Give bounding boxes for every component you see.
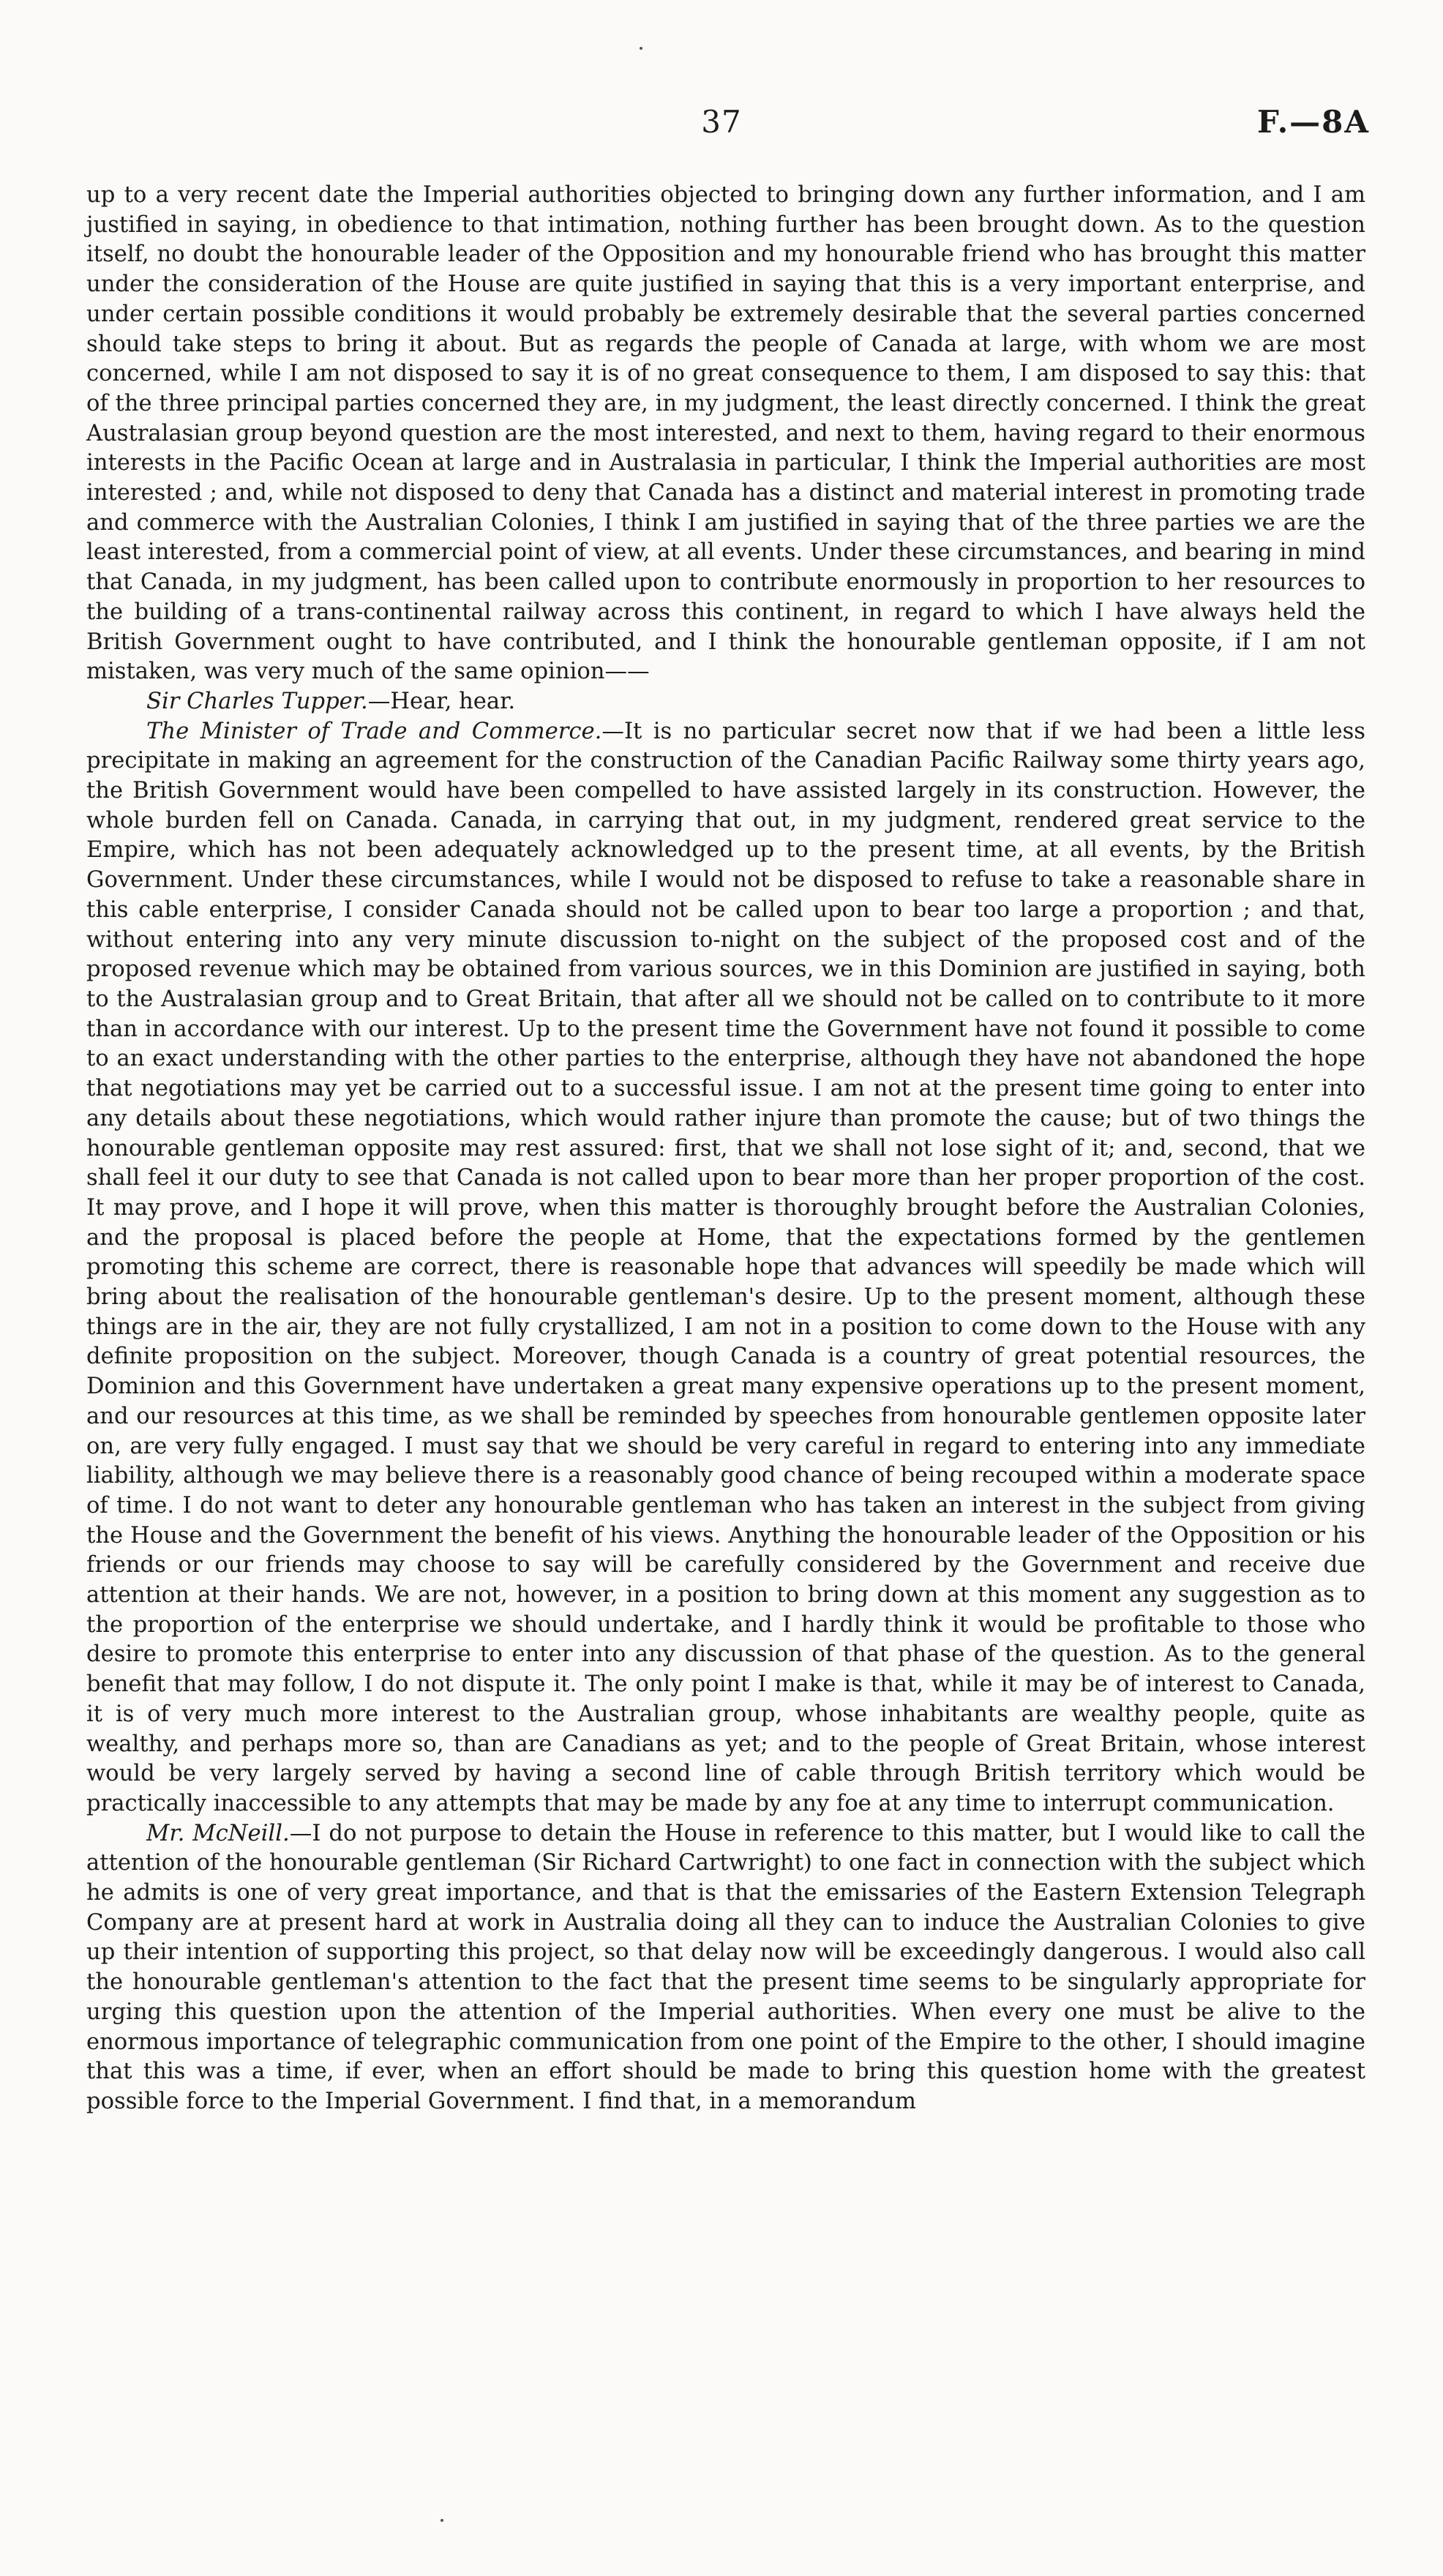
speaker-name: Mr. McNeill. (146, 1820, 290, 1846)
speaker-name: Sir Charles Tupper. (146, 688, 368, 714)
speaker-name: The Minister of Trade and Commerce. (146, 718, 602, 744)
page-number: 37 (701, 104, 742, 140)
paragraph-minister (86, 717, 1365, 1819)
paragraph-text: —I do not purpose to detain the House in reference to this matter, but I would like to call the attention of the honourable gentleman (Sir Richard Cartwright) to one fact in connection with the subject which he admits is one of very great importance, and that is that the emissaries of the Eastern Extension Telegraph Company are at present hard at work in Australia doing all they can to induce the Australian Colonies to give up their intention of supporting this project, so that delay now will be exceedingly dangerous. I would also call the honourable gentleman's attention to the fact that the present time seems to be singularly appropriate for urging this question upon the attention of the Imperial authorities. When every one must be alive to the enormous importance of telegraphic communication from one point of the Empire to the other, I should imagine that this was a time, if ever, when an effort should be made to bring this question home with the greatest possible force to the Imperial Government. I find that, in a memorandum (86, 1820, 1366, 2114)
scan-speck-bottom (441, 2519, 443, 2522)
paragraph-text: —Hear, hear. (367, 688, 516, 714)
paragraph-continuation (86, 181, 1365, 687)
page-header (0, 104, 1443, 148)
paragraph-text: up to a very recent date the Imperial authorities objected to bringing down any further information, and I am justified in saying, in obedience to that intimation, nothing further has been brought down. As to the question itself, no doubt the honourable leader of the Opposition and my honourable friend who has brought this matter under the consideration of the House are quite justified in saying that this is a very important enterprise, and under certain possible conditions it would probably be extremely desirable that the several parties concerned should take steps to bring it about. But as regards the people of Canada at large, with whom we are most concerned, while I am not disposed to say it is of no great consequence to them, I am disposed to say this: that of the three principal parties concerned they are, in my judgment, the least directly concerned. I think the great Australasian group beyond question are the most interested, and next to them, having regard to their enormous interests in the Pacific Ocean at large and in Australasia in particular, I think the Imperial authorities are most interested ; and, while not disposed to deny that Canada has a distinct and material interest in promoting trade and commerce with the Australian Colonies, I think I am justified in saying that of the three parties we are the least interested, from a commercial point of view, at all events. Under these circumstances, and bearing in mind that Canada, in my judgment, has been called upon to contribute enormously in proportion to her resources to the building of a trans-continental railway across this continent, in regard to which I have always held the British Government ought to have contributed, and I think the honourable gentleman opposite, if I am not mistaken, was very much of the same opinion—— (86, 182, 1365, 685)
document-reference: F.—8A (1256, 104, 1370, 140)
paragraph-mcneill (86, 1819, 1365, 2117)
paragraph-text: —It is no particular secret now that if we had been a little less precipitate in making an agreement for the construction of the Canadian Pacific Railway some thirty years ago, the British Government would have been compelled to have assisted largely in its construction. However, the whole burden fell on Canada. Canada, in carrying that out, in my judgment, rendered great service to the Empire, which has not been adequately acknowledged up to the present time, at all events, by the British Government. Under these circumstances, while I would not be disposed to refuse to take a reasonable share in this cable enterprise, I consider Canada should not be called upon to bear too large a proportion ; and that, without entering into any very minute discussion to-night on the subject of the proposed cost and of the proposed revenue which may be obtained from various sources, we in this Dominion are justified in saying, both to the Australasian group and to Great Britain, that after all we should not be called on to contribute to it more than in accordance with our interest. Up to the present time the Government have not found it possible to come to an exact understanding with the other parties to the enterprise, although they have not abandoned the hope that negotiations may yet be carried out to a successful issue. I am not at the present time going to enter into any details about these negotiations, which would rather injure than promote the cause; but of two things the honourable gentleman opposite may rest assured: first, that we shall not lose sight of it; and, second, that we shall feel it our duty to see that Canada is not called upon to bear more than her proper proportion of the cost. It may prove, and I hope it will prove, when this matter is thoroughly brought before the Australian Colonies, and the proposal is placed before the people at Home, that the expectations formed by the gentlemen promoting this scheme are correct, there is reasonable hope that advances will speedily be made which will bring about the realisation of the honourable gentleman's desire. Up to the present moment, although these things are in the air, they are not fully crystallized, I am not in a position to come down to the House with any definite proposition on the subject. Moreover, though Canada is a country of great potential resources, the Dominion and this Government have undertaken a great many expensive operations up to the present moment, and our resources at this time, as we shall be reminded by speeches from honourable gentlemen opposite later on, are very fully engaged. I must say that we should be very careful in regard to entering into any immediate liability, although we may believe there is a reasonably good chance of being recouped within a moderate space of time. I do not want to deter any honourable gentleman who has taken an interest in the subject from giving the House and the Government the benefit of his views. Anything the honourable leader of the Opposition or his friends or our friends may choose to say will be carefully considered by the Government and receive due attention at their hands. We are not, however, in a position to bring down at this moment any suggestion as to the proportion of the enterprise we should undertake, and I hardly think it would be profitable to those who desire to promote this enterprise to enter into any discussion of that phase of the question. As to the general benefit that may follow, I do not dispute it. The only point I make is that, while it may be of interest to Canada, it is of very much more interest to the Australian group, whose inhabitants are wealthy people, quite as wealthy, and perhaps more so, than are Canadians as yet; and to the people of Great Britain, whose interest would be very largely served by having a second line of cable through British territory which would be practically inaccessible to any attempts that may be made by any foe at any time to interrupt communication. (86, 718, 1366, 1816)
body-text (86, 181, 1365, 2117)
paragraph-tupper (86, 687, 1365, 717)
scan-speck-top (640, 47, 642, 50)
